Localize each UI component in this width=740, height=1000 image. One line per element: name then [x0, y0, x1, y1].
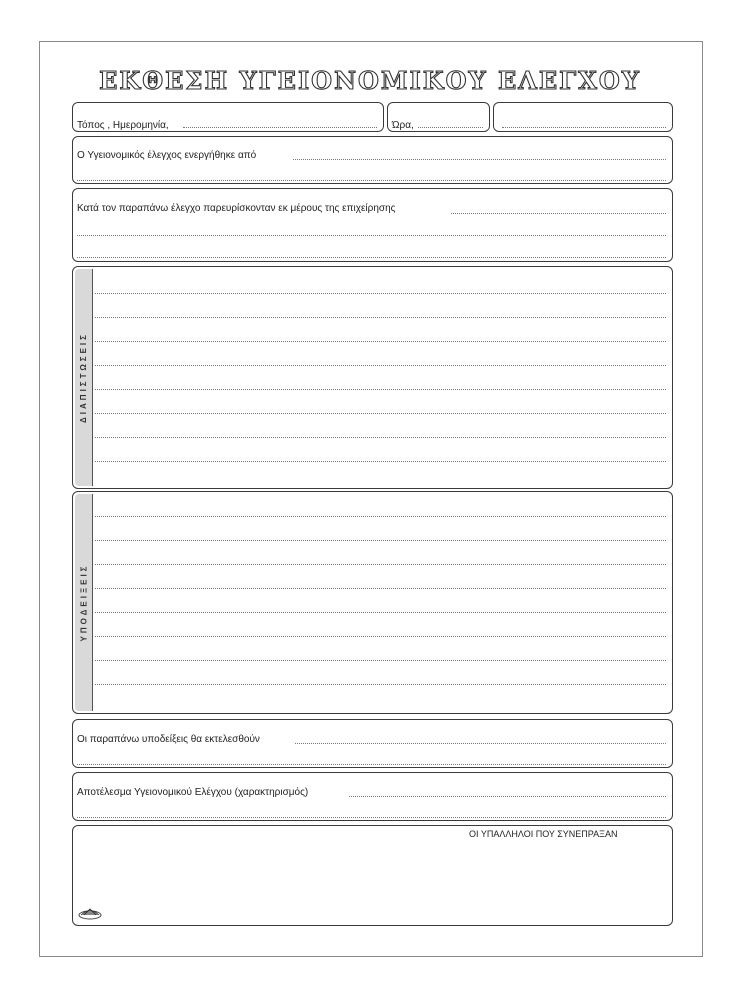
performed-by-box[interactable] [72, 136, 673, 184]
findings-sidebar [75, 269, 93, 486]
findings-line[interactable] [95, 365, 666, 366]
publisher-logo-icon [78, 906, 102, 920]
performed-by-label: Ο Υγειονομικός έλεγχος ενεργήθηκε από [77, 150, 257, 161]
instructions-line[interactable] [95, 516, 666, 517]
extra-line[interactable] [502, 127, 666, 128]
findings-line[interactable] [95, 389, 666, 390]
performed-by-line-1[interactable] [293, 159, 666, 160]
execution-line-2[interactable] [77, 764, 666, 765]
result-line-1[interactable] [349, 796, 666, 797]
present-line-3[interactable] [77, 257, 666, 258]
findings-line[interactable] [95, 437, 666, 438]
present-line-1[interactable] [451, 213, 666, 214]
place-date-label: Τόπος , Ημερομηνία, [77, 120, 169, 131]
present-box[interactable] [72, 188, 673, 262]
performed-by-line-2[interactable] [77, 180, 666, 181]
officials-label: ΟΙ ΥΠΑΛΛΗΛΟΙ ΠΟΥ ΣΥΝΕΠΡΑΞΑΝ [469, 829, 618, 839]
instructions-box[interactable] [72, 491, 673, 714]
instructions-line[interactable] [95, 612, 666, 613]
execution-box[interactable] [72, 719, 673, 768]
findings-line[interactable] [95, 341, 666, 342]
findings-line[interactable] [95, 317, 666, 318]
result-box[interactable] [72, 772, 673, 821]
findings-line[interactable] [95, 413, 666, 414]
instructions-label: ΥΠΟΔΕΙΞΕΙΣ [79, 563, 88, 642]
result-line-2[interactable] [77, 817, 666, 818]
officials-box[interactable] [72, 825, 673, 926]
place-date-line[interactable] [183, 127, 377, 128]
time-line[interactable] [418, 127, 483, 128]
extra-box[interactable] [493, 102, 673, 132]
present-line-2[interactable] [77, 235, 666, 236]
execution-label: Οι παραπάνω υποδείξεις θα εκτελεσθούν [77, 734, 260, 745]
instructions-line[interactable] [95, 636, 666, 637]
findings-box[interactable] [72, 266, 673, 489]
findings-line[interactable] [95, 293, 666, 294]
findings-label: ΔΙΑΠΙΣΤΩΣΕΙΣ [79, 332, 88, 423]
instructions-line[interactable] [95, 660, 666, 661]
place-date-box[interactable] [72, 102, 384, 132]
instructions-sidebar [75, 494, 93, 711]
present-label: Κατά τον παραπάνω έλεγχο παρευρίσκονταν εκ μέρους της επιχείρησης [77, 203, 396, 214]
form-title: ΕΚΘΕΣΗ ΥΓΕΙΟΝΟΜΙΚΟΥ ΕΛΕΓΧΟΥ [99, 66, 641, 95]
instructions-line[interactable] [95, 564, 666, 565]
execution-line-1[interactable] [295, 743, 666, 744]
instructions-line[interactable] [95, 588, 666, 589]
findings-line[interactable] [95, 461, 666, 462]
time-label: Ώρα, [392, 120, 414, 131]
time-box[interactable] [387, 102, 490, 132]
result-label: Αποτέλεσμα Υγειονομικού Ελέγχου (χαρακτηρισμός) [77, 787, 309, 798]
instructions-line[interactable] [95, 684, 666, 685]
instructions-line[interactable] [95, 540, 666, 541]
